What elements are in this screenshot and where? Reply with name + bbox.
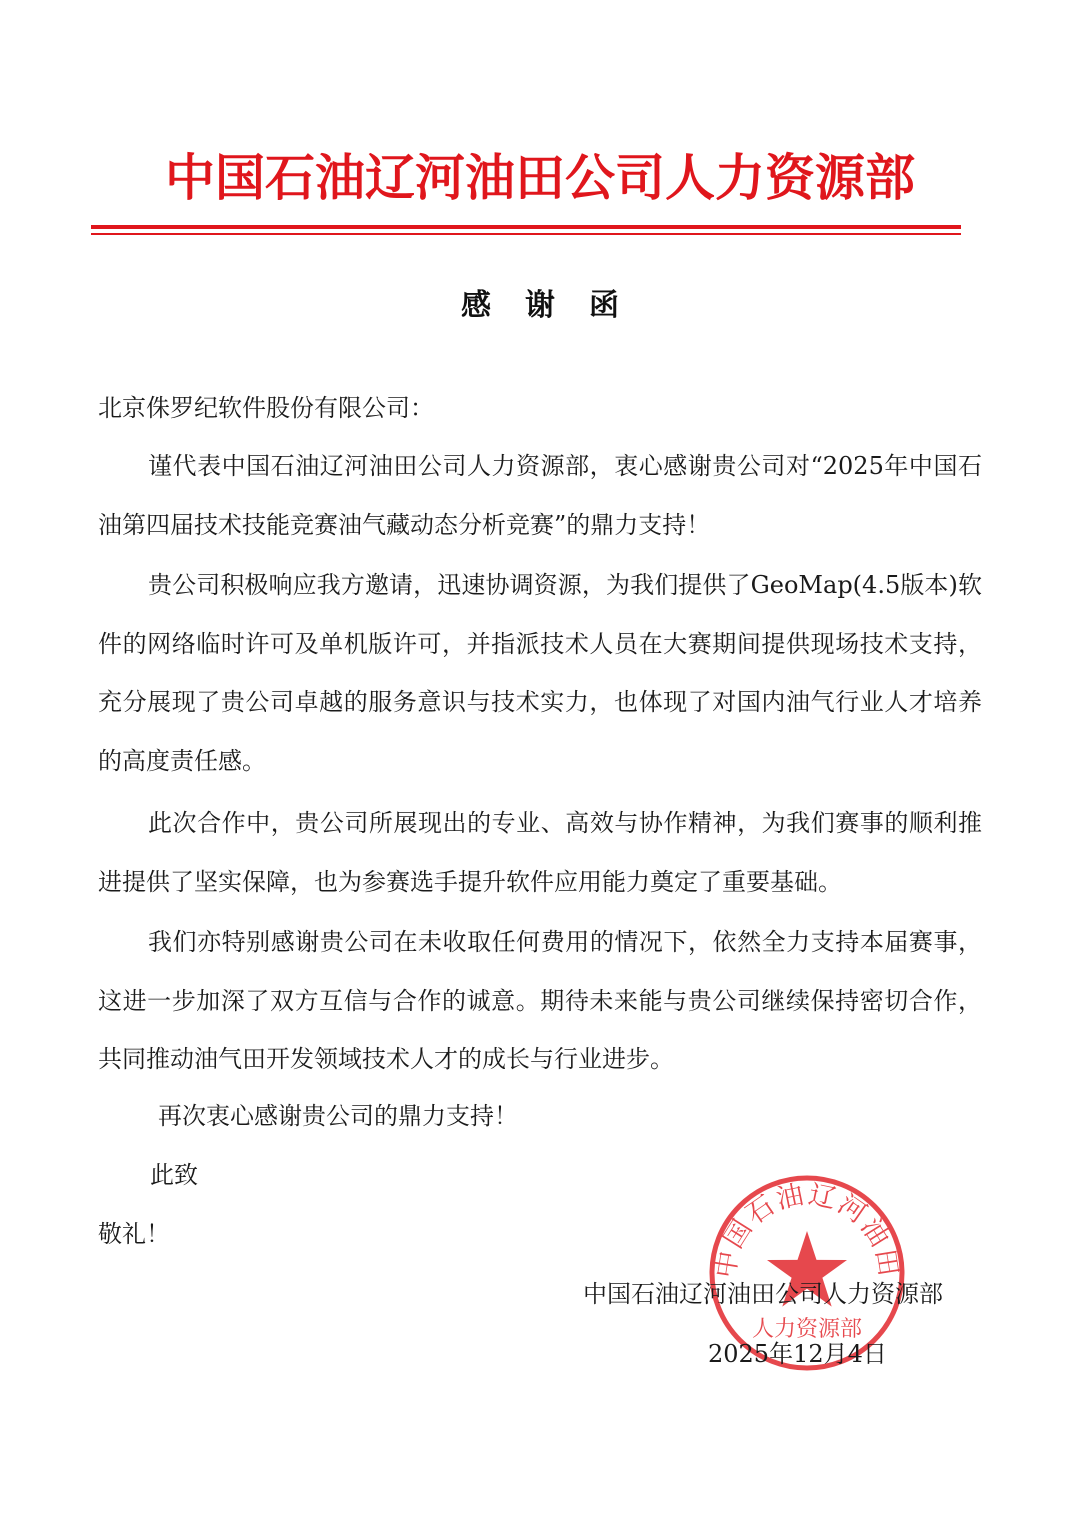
svg-text:中国石油辽河油田: 中国石油辽河油田 bbox=[709, 1179, 905, 1281]
paragraph-1: 谨代表中国石油辽河油田公司人力资源部，衷心感谢贵公司对“2025年中国石油第四届技术技能竞赛油气藏动态分析竞赛”的鼎力支持！ bbox=[98, 452, 982, 539]
paragraph-3: 此次合作中，贵公司所展现出的专业、高效与协作精神，为我们赛事的顺利推进提供了坚实保障，也为参赛选手提升软件应用能力奠定了重要基础。 bbox=[98, 809, 982, 896]
letter-body-2 bbox=[98, 556, 982, 790]
svg-text:人力资源部: 人力资源部 bbox=[751, 1317, 863, 1342]
letterhead-title: 中国石油辽河油田公司人力资源部 bbox=[165, 148, 915, 207]
letter-body-4 bbox=[98, 913, 982, 1089]
closing-cizhi: 此致 bbox=[150, 1161, 198, 1189]
closing-jingli: 敬礼！ bbox=[98, 1220, 170, 1248]
letter-body-3 bbox=[98, 794, 982, 911]
paragraph-2: 贵公司积极响应我方邀请，迅速协调资源，为我们提供了GeoMap(4.5版本)软件的网络临时许可及单机版许可，并指派技术人员在大赛期间提供现场技术支持，充分展现了贵公司卓越的服务意识与技术实力，也体现了对国内油气行业人才培养的高度责任感。 bbox=[98, 571, 982, 775]
letterhead-rule-thin bbox=[91, 233, 961, 235]
signature-date: 2025年12月4日 bbox=[708, 1340, 887, 1368]
salutation: 北京侏罗纪软件股份有限公司： bbox=[98, 394, 434, 422]
letterhead-rule-thick bbox=[91, 225, 961, 229]
paragraph-4: 我们亦特别感谢贵公司在未收取任何费用的情况下，依然全力支持本届赛事，这进一步加深了双方互信与合作的诚意。期待未来能与贵公司继续保持密切合作，共同推动油气田开发领域技术人才的成长与行业进步。 bbox=[98, 928, 982, 1073]
document-title: 感谢函 bbox=[461, 288, 653, 323]
letter-body bbox=[98, 437, 982, 557]
signature-organization: 中国石油辽河油田公司人力资源部 bbox=[583, 1280, 943, 1308]
closing-thanks: 再次衷心感谢贵公司的鼎力支持！ bbox=[158, 1102, 518, 1130]
